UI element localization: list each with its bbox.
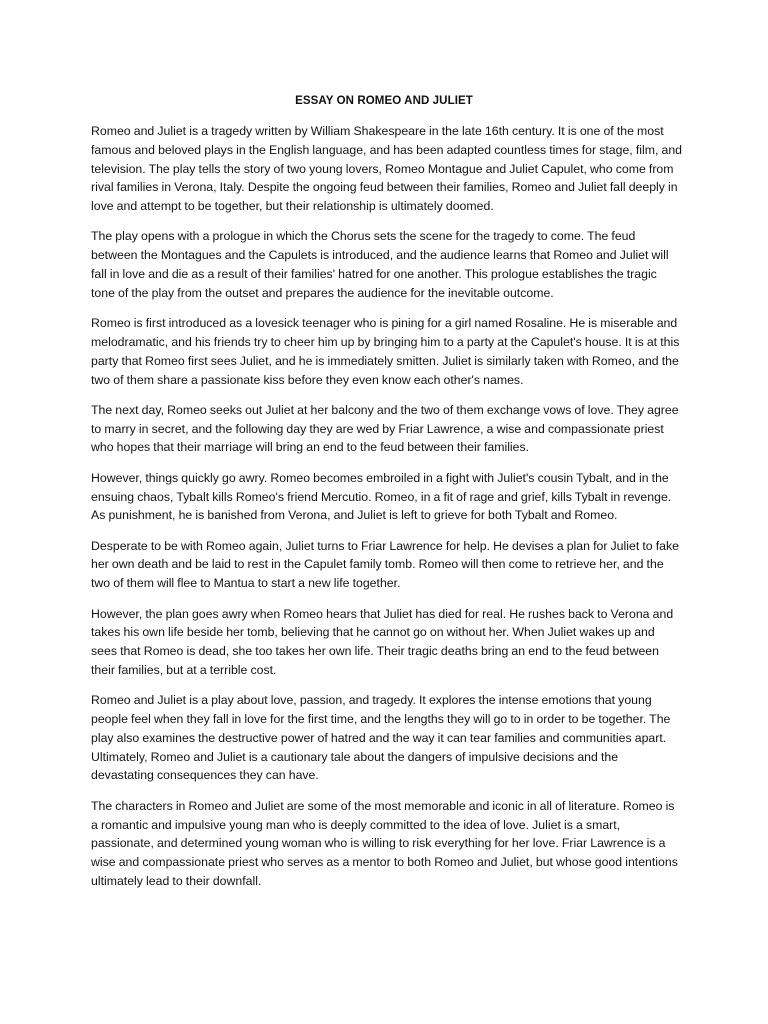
essay-paragraph-7: However, the plan goes awry when Romeo hears that Juliet has died for real. He rushes back to Verona and takes his own life beside her tomb, believing that he cannot go on without her. When Juliet wakes up and sees that Romeo is dead, she too takes her own life. Their tragic deaths bring an end to the feud between their families, but at a terrible cost. bbox=[91, 606, 674, 677]
essay-title: ESSAY ON ROMEO AND JULIET bbox=[295, 95, 473, 107]
essay-paragraph-2: The play opens with a prologue in which the Chorus sets the scene for the tragedy to come. The feud between the Montagues and the Capulets is introduced, and the audience learns that Romeo and Juliet will fall in love and die as a result of their families' hatred for one another. This prologue establishes the tragic tone of the play from the outset and prepares the audience for the inevitable outcome. bbox=[91, 229, 669, 300]
essay-paragraph-9: The characters in Romeo and Juliet are some of the most memorable and iconic in all of literature. Romeo is a romantic and impulsive young man who is deeply committed to the idea of love. Juliet is a smart, passionate, and determined young woman who is willing to risk everything for her love. Friar Lawrence is a wise and compassionate priest who serves as a mentor to both Romeo and Juliet, but whose good intentions ultimately lead to their downfall. bbox=[91, 798, 678, 888]
essay-paragraph-4: The next day, Romeo seeks out Juliet at her balcony and the two of them exchange vows of love. They agree to marry in secret, and the following day they are wed by Friar Lawrence, a wise and compassionate priest who hopes that their marriage will bring an end to the feud between their families. bbox=[91, 402, 679, 455]
essay-paragraph-8: Romeo and Juliet is a play about love, passion, and tragedy. It explores the intense emotions that young people feel when they fall in love for the first time, and the lengths they will go to in order to be together. The play also examines the destructive power of hatred and the way it can tear families and communities apart. Ultimately, Romeo and Juliet is a cautionary tale about the dangers of impulsive decisions and the devastating consequences they can have. bbox=[91, 693, 671, 783]
essay-paragraph-6: Desperate to be with Romeo again, Juliet turns to Friar Lawrence for help. He devises a plan for Juliet to fake her own death and be laid to rest in the Capulet family tomb. Romeo will then come to retrieve her, and the two of them will flee to Mantua to start a new life together. bbox=[91, 538, 679, 591]
essay-paragraph-1: Romeo and Juliet is a tragedy written by William Shakespeare in the late 16th century. It is one of the most famous and beloved plays in the English language, and has been adapted countless times for stage, film, and television. The play tells the story of two young lovers, Romeo Montague and Juliet Capulet, who come from rival families in Verona, Italy. Despite the ongoing feud between their families, Romeo and Juliet fall deeply in love and attempt to be together, but their relationship is ultimately doomed. bbox=[91, 124, 683, 214]
essay-paragraph-3: Romeo is first introduced as a lovesick teenager who is pining for a girl named Rosaline. He is miserable and melodramatic, and his friends try to cheer him up by bringing him to a party at the Capulet's house. It is at this party that Romeo first sees Juliet, and he is immediately smitten. Juliet is similarly taken with Romeo, and the two of them share a passionate kiss before they even know each other's names. bbox=[91, 316, 680, 387]
essay-body bbox=[91, 122, 683, 902]
essay-paragraph-5: However, things quickly go awry. Romeo becomes embroiled in a fight with Juliet's cousin Tybalt, and in the ensuing chaos, Tybalt kills Romeo's friend Mercutio. Romeo, in a fit of rage and grief, kills Tybalt in revenge. As punishment, he is banished from Verona, and Juliet is left to grieve for both Tybalt and Romeo. bbox=[91, 470, 672, 523]
